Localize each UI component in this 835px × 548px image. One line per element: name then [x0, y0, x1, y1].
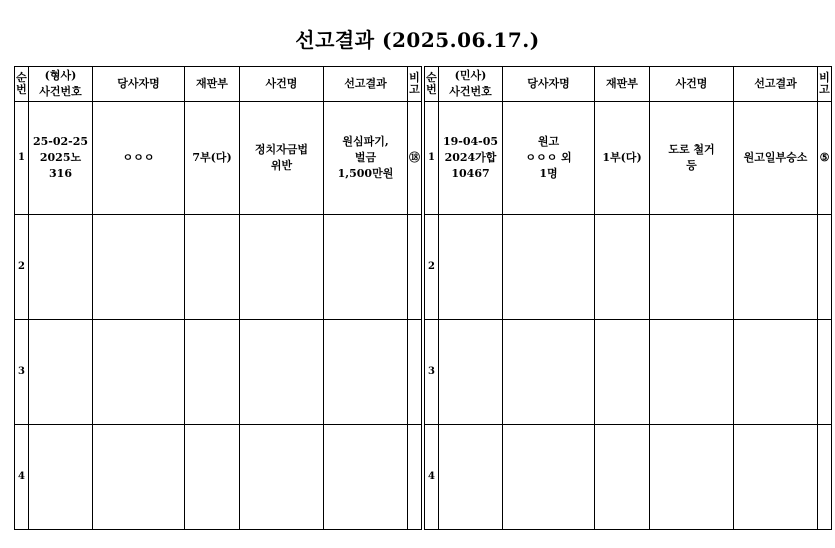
col-header-division: 재판부 — [185, 67, 240, 102]
division — [595, 215, 650, 320]
col-header-party: 당사자명 — [93, 67, 185, 102]
case-name — [650, 215, 734, 320]
table-row — [15, 102, 422, 215]
col-header-case-no: (민사) 사건번호 — [439, 67, 503, 102]
case-number — [29, 215, 93, 320]
col-header-no: 순 번 — [425, 67, 439, 102]
row-number: 4 — [425, 425, 439, 530]
case-number: 25-02-25 2025노 316 — [29, 102, 93, 215]
division — [185, 320, 240, 425]
party-name — [503, 215, 595, 320]
col-header-result: 선고결과 — [324, 67, 408, 102]
verdict-result — [324, 320, 408, 425]
verdict-result — [324, 215, 408, 320]
verdict-result — [734, 320, 818, 425]
table-row — [15, 425, 422, 530]
col-header-case-name: 사건명 — [240, 67, 324, 102]
note: ⑤ — [818, 102, 832, 215]
party-name — [503, 425, 595, 530]
table-row — [425, 425, 832, 530]
division — [595, 425, 650, 530]
case-name — [650, 425, 734, 530]
verdict-result: 원고일부승소 — [734, 102, 818, 215]
case-name — [650, 320, 734, 425]
case-name: 정치자금법 위반 — [240, 102, 324, 215]
row-number: 1 — [15, 102, 29, 215]
party-name — [503, 320, 595, 425]
case-number — [439, 425, 503, 530]
note — [818, 425, 832, 530]
table-row — [15, 215, 422, 320]
col-header-note: 비 고 — [818, 67, 832, 102]
col-header-party: 당사자명 — [503, 67, 595, 102]
page-title: 선고결과 (2025.06.17.) — [295, 28, 540, 52]
case-number — [29, 320, 93, 425]
note — [408, 425, 422, 530]
case-number — [29, 425, 93, 530]
col-header-result: 선고결과 — [734, 67, 818, 102]
verdict-result — [734, 215, 818, 320]
division — [185, 425, 240, 530]
party-name — [93, 425, 185, 530]
verdict-result: 원심파기, 벌금 1,500만원 — [324, 102, 408, 215]
division: 7부(다) — [185, 102, 240, 215]
row-number: 4 — [15, 425, 29, 530]
note — [408, 320, 422, 425]
verdict-result — [324, 425, 408, 530]
col-header-note: 비 고 — [408, 67, 422, 102]
case-number — [439, 320, 503, 425]
case-name — [240, 320, 324, 425]
division: 1부(다) — [595, 102, 650, 215]
party-name: 원고 ㅇㅇㅇ 외 1명 — [503, 102, 595, 215]
table-row — [425, 320, 832, 425]
case-name — [240, 215, 324, 320]
col-header-case-no: (형사) 사건번호 — [29, 67, 93, 102]
note: ⑱ — [408, 102, 422, 215]
col-header-no: 순 번 — [15, 67, 29, 102]
table-row — [15, 320, 422, 425]
criminal-results-table — [14, 66, 422, 530]
case-name: 도로 철거 등 — [650, 102, 734, 215]
case-name — [240, 425, 324, 530]
row-number: 1 — [425, 102, 439, 215]
verdict-result — [734, 425, 818, 530]
note — [818, 320, 832, 425]
case-number: 19-04-05 2024가합 10467 — [439, 102, 503, 215]
party-name: ㅇㅇㅇ — [93, 102, 185, 215]
table-header-row — [15, 67, 422, 102]
division — [595, 320, 650, 425]
division — [185, 215, 240, 320]
col-header-case-name: 사건명 — [650, 67, 734, 102]
row-number: 2 — [15, 215, 29, 320]
row-number: 2 — [425, 215, 439, 320]
table-row — [425, 215, 832, 320]
row-number: 3 — [425, 320, 439, 425]
table-header-row — [425, 67, 832, 102]
note — [408, 215, 422, 320]
case-number — [439, 215, 503, 320]
note — [818, 215, 832, 320]
civil-results-table — [424, 66, 832, 530]
party-name — [93, 320, 185, 425]
party-name — [93, 215, 185, 320]
col-header-division: 재판부 — [595, 67, 650, 102]
table-row — [425, 102, 832, 215]
row-number: 3 — [15, 320, 29, 425]
